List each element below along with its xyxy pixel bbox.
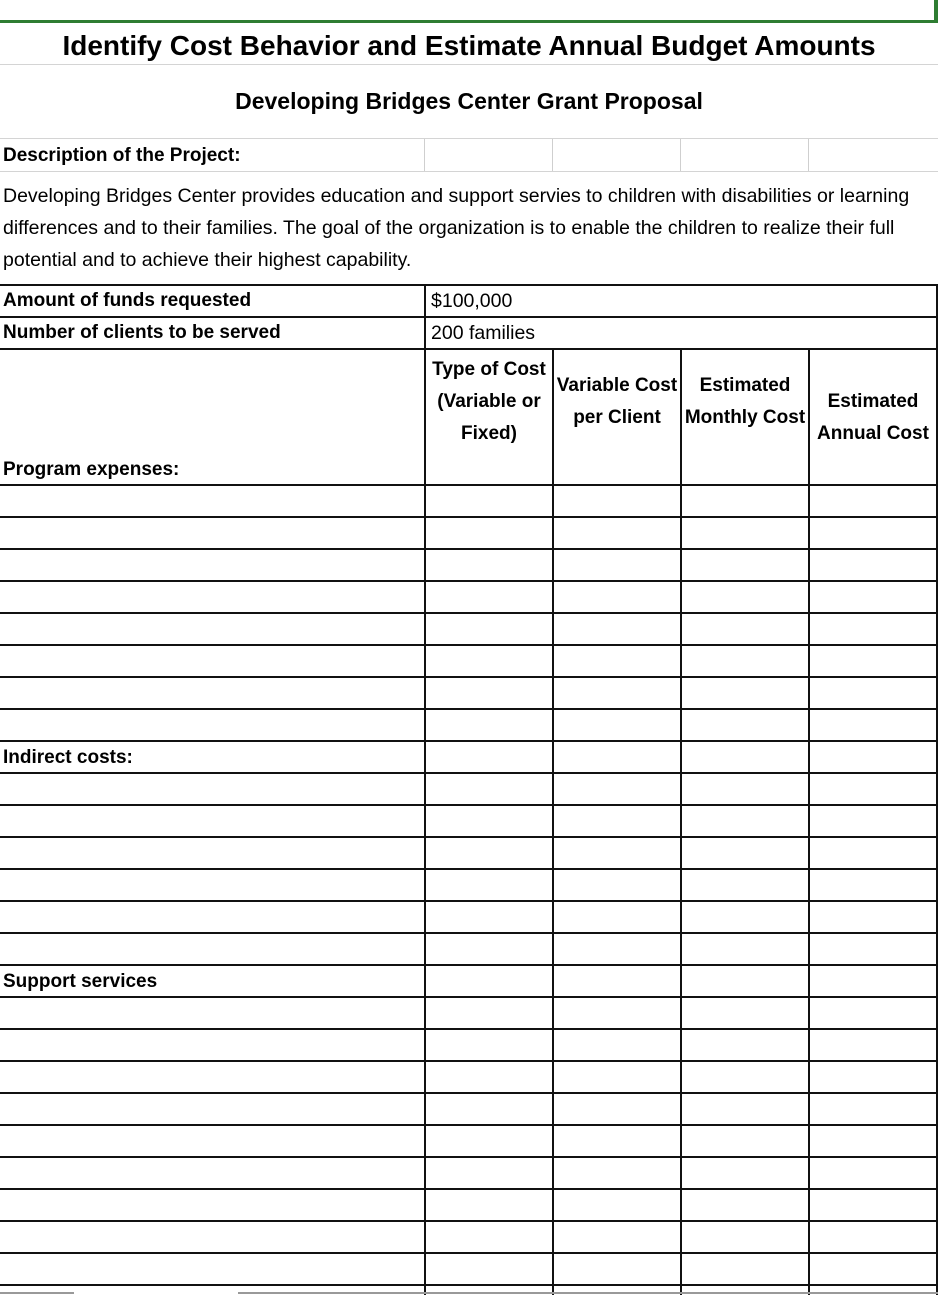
row-border: [0, 772, 938, 774]
border: [680, 348, 682, 1295]
row-border: [0, 1252, 938, 1254]
row-border: [0, 708, 938, 710]
description-label: Description of the Project:: [3, 145, 241, 166]
row-border: [0, 1284, 938, 1286]
gridline: [0, 138, 938, 139]
section-program: Program expenses:: [3, 459, 180, 480]
clients-value[interactable]: 200 families: [431, 322, 536, 344]
row-border: [0, 868, 938, 870]
border: [936, 284, 938, 1295]
border: [424, 348, 426, 1295]
column-header-variable: Variable Cost per Client: [556, 375, 678, 428]
border: [552, 348, 554, 1295]
column-header-annual: Estimated Annual Cost: [817, 391, 929, 444]
column-header-type: Type of Cost (Variable or Fixed): [432, 359, 546, 444]
row-border: [0, 740, 938, 742]
row-border: [0, 612, 938, 614]
row-border: [0, 516, 938, 518]
page-subtitle: Developing Bridges Center Grant Proposal: [235, 88, 703, 114]
row-border: [0, 1092, 938, 1094]
row-border: [0, 484, 938, 486]
row-border: [0, 548, 938, 550]
funds-label: Amount of funds requested: [3, 290, 252, 311]
row-border: [0, 1156, 938, 1158]
gridline: [552, 139, 553, 171]
gridline: [680, 139, 681, 171]
row-border: [0, 644, 938, 646]
row-border: [0, 1028, 938, 1030]
row-border: [0, 1124, 938, 1126]
funds-value[interactable]: $100,000: [431, 290, 513, 312]
row-border: [0, 900, 938, 902]
row-border: [0, 964, 938, 966]
row-border: [0, 676, 938, 678]
gridline: [424, 139, 425, 171]
sheet-edge: [238, 1292, 938, 1294]
row-border: [0, 836, 938, 838]
row-border: [0, 804, 938, 806]
column-header-monthly: Estimated Monthly Cost: [684, 375, 806, 428]
gridline: [0, 64, 938, 65]
description-text[interactable]: Developing Bridges Center provides education and support servies to children with disabilities or learning differences and to their families. The goal of the organization is to enable the children to realize their full potential and to achieve their highest capability.: [3, 185, 910, 271]
border: [0, 348, 938, 350]
page-title: Identify Cost Behavior and Estimate Annual Budget Amounts: [62, 30, 876, 61]
section-indirect: Indirect costs:: [3, 747, 133, 768]
row-border: [0, 580, 938, 582]
border: [808, 348, 810, 1295]
selection-border: [0, 20, 938, 23]
section-support: Support services: [3, 971, 158, 992]
row-border: [0, 1220, 938, 1222]
sheet-edge: [0, 1292, 74, 1294]
gridline: [808, 139, 809, 171]
border: [424, 284, 426, 350]
row-border: [0, 1060, 938, 1062]
row-border: [0, 932, 938, 934]
cell-cursor-marker: [934, 0, 938, 22]
row-border: [0, 1188, 938, 1190]
clients-label: Number of clients to be served: [3, 322, 281, 343]
gridline: [0, 171, 938, 172]
